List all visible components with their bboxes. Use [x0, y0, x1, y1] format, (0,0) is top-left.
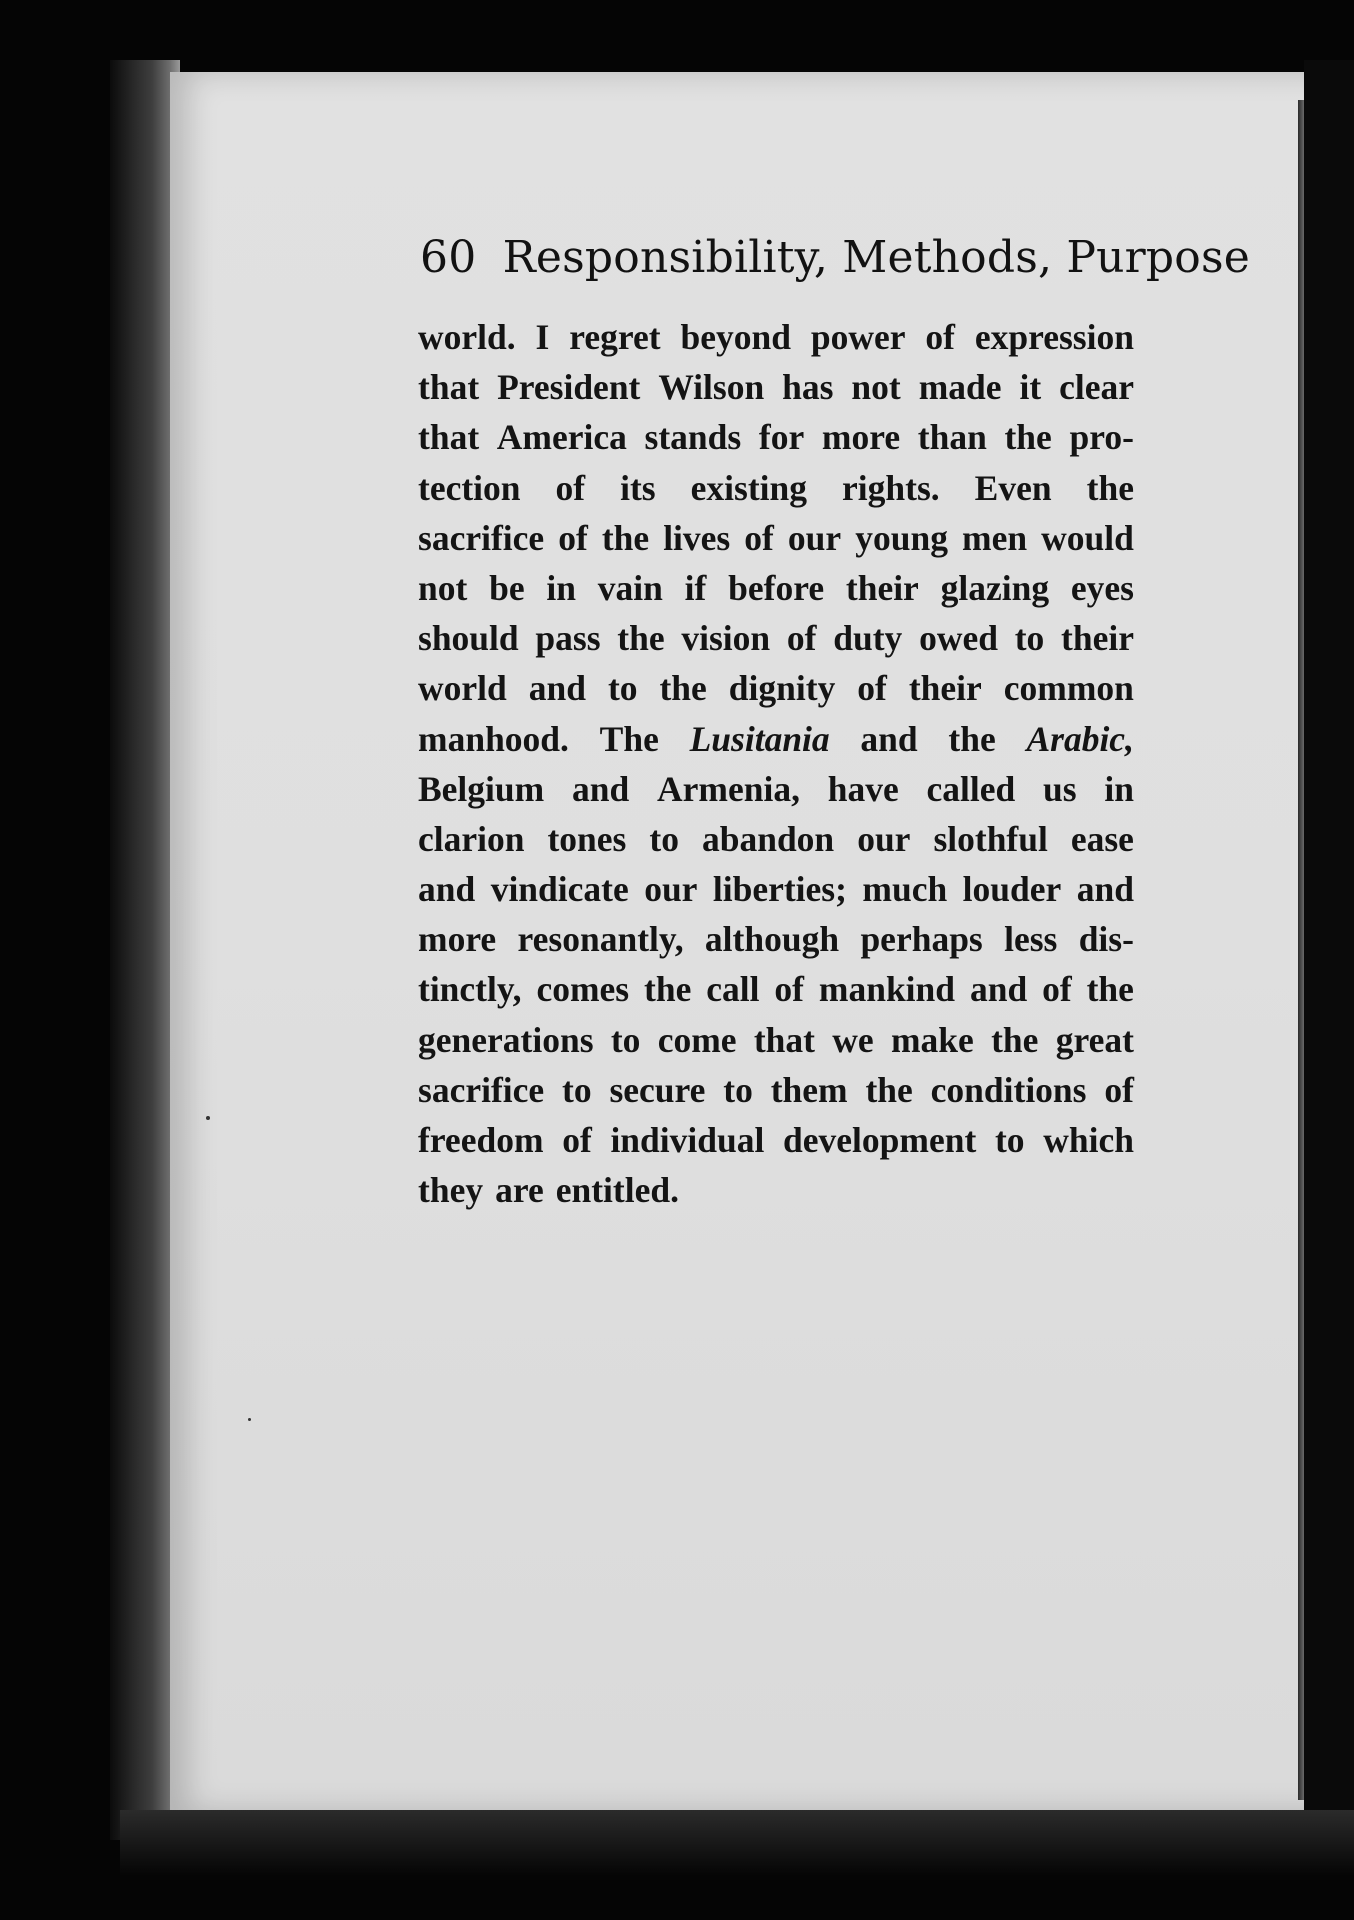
- text-line: clarion tones to abandon our slothful ease: [418, 818, 1134, 859]
- text-line: generations to come that we make the great: [418, 1019, 1134, 1060]
- text-line: manhood. The Lusitania and the Arabic,: [418, 718, 1134, 759]
- scan-border-bottom: [120, 1810, 1354, 1920]
- text-line: they are entitled.: [418, 1170, 679, 1211]
- text-line: world and to the dignity of their common: [418, 668, 1134, 709]
- text-line: sacrifice to secure to them the conditions of: [418, 1069, 1134, 1110]
- text-line: world. I regret beyond power of expression: [418, 317, 1134, 357]
- text-line: sacrifice of the lives of our young men would: [418, 517, 1134, 558]
- page-number: 60: [420, 232, 477, 283]
- text-line: that President Wilson has not made it clear: [418, 367, 1134, 408]
- text-line: that America stands for more than the pro-: [418, 417, 1134, 458]
- running-head: [420, 232, 1250, 283]
- running-head-title: Responsibility, Methods, Purpose: [502, 232, 1250, 283]
- scan-speck: [248, 1418, 251, 1421]
- text-line: tection of its existing rights. Even the: [418, 467, 1134, 508]
- text-line: should pass the vision of duty owed to their: [418, 618, 1134, 659]
- scan-speck: [206, 1116, 210, 1120]
- scan-border-right: [1304, 60, 1354, 1860]
- body-paragraph: [418, 312, 1134, 1215]
- text-line: and vindicate our liberties; much louder and: [418, 869, 1134, 910]
- text-line: more resonantly, although perhaps less dis-: [418, 919, 1134, 960]
- text-line: not be in vain if before their glazing eyes: [418, 567, 1134, 608]
- text-line: freedom of individual development to which: [418, 1120, 1134, 1160]
- text-line: tinctly, comes the call of mankind and of the: [418, 969, 1134, 1010]
- text-line: Belgium and Armenia, have called us in: [418, 768, 1134, 809]
